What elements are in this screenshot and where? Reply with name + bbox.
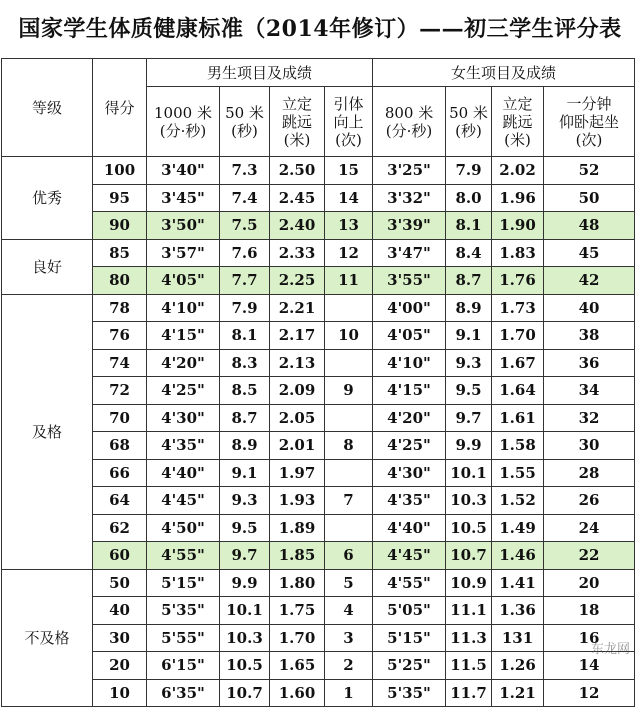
female-long-jump-cell: 1.67 <box>492 349 544 377</box>
table-row <box>2 294 635 322</box>
male-long-jump-cell: 2.50 <box>270 157 325 185</box>
table-row <box>2 267 635 295</box>
grade-cell: 及格 <box>2 294 93 569</box>
male-long-jump-cell: 2.09 <box>270 377 325 405</box>
female-sit-ups-cell: 12 <box>544 679 635 707</box>
male-50m-cell: 10.3 <box>220 624 270 652</box>
male-long-jump-cell: 1.80 <box>270 569 325 597</box>
male-1000m-cell: 4'35" <box>147 432 220 460</box>
female-800m-cell: 3'25" <box>373 157 446 185</box>
grade-cell: 不及格 <box>2 569 93 707</box>
page-title: 国家学生体质健康标准（2014年修订）——初三学生评分表 <box>18 16 622 42</box>
male-1000m-cell: 3'45" <box>147 184 220 212</box>
table-row <box>2 432 635 460</box>
table-row <box>2 597 635 625</box>
male-pull-ups-cell: 13 <box>325 212 373 240</box>
score-cell: 60 <box>93 542 147 570</box>
header-grade: 等级 <box>2 59 93 157</box>
female-800m-cell: 5'05" <box>373 597 446 625</box>
table-row <box>2 322 635 350</box>
female-800m-cell: 4'00" <box>373 294 446 322</box>
female-50m-cell: 7.9 <box>446 157 492 185</box>
male-50m-cell: 7.4 <box>220 184 270 212</box>
male-pull-ups-cell: 2 <box>325 652 373 680</box>
female-800m-cell: 4'45" <box>373 542 446 570</box>
female-sit-ups-cell: 42 <box>544 267 635 295</box>
male-pull-ups-cell: 9 <box>325 377 373 405</box>
female-800m-cell: 5'15" <box>373 624 446 652</box>
female-sit-ups-cell: 34 <box>544 377 635 405</box>
female-sit-ups-cell: 52 <box>544 157 635 185</box>
female-sit-ups-cell: 48 <box>544 212 635 240</box>
female-long-jump-cell: 2.02 <box>492 157 544 185</box>
male-long-jump-cell: 1.89 <box>270 514 325 542</box>
score-cell: 68 <box>93 432 147 460</box>
female-long-jump-cell: 1.96 <box>492 184 544 212</box>
male-pull-ups-cell: 14 <box>325 184 373 212</box>
male-1000m-cell: 6'15" <box>147 652 220 680</box>
score-table <box>1 58 635 707</box>
table-row <box>2 514 635 542</box>
table-row <box>2 349 635 377</box>
male-50m-cell: 9.7 <box>220 542 270 570</box>
watermark: 东龙网 <box>590 642 630 657</box>
table-row <box>2 404 635 432</box>
male-pull-ups-cell: 8 <box>325 432 373 460</box>
male-1000m-cell: 6'35" <box>147 679 220 707</box>
female-sit-ups-cell: 38 <box>544 322 635 350</box>
score-cell: 70 <box>93 404 147 432</box>
male-50m-cell: 10.1 <box>220 597 270 625</box>
male-pull-ups-cell: 6 <box>325 542 373 570</box>
male-1000m-cell: 5'15" <box>147 569 220 597</box>
female-sit-ups-cell: 18 <box>544 597 635 625</box>
female-800m-cell: 4'25" <box>373 432 446 460</box>
male-long-jump-cell: 1.75 <box>270 597 325 625</box>
male-50m-cell: 7.7 <box>220 267 270 295</box>
male-1000m-cell: 4'30" <box>147 404 220 432</box>
male-long-jump-cell: 1.93 <box>270 487 325 515</box>
male-1000m-cell: 4'15" <box>147 322 220 350</box>
female-50m-cell: 9.3 <box>446 349 492 377</box>
score-cell: 50 <box>93 569 147 597</box>
female-long-jump-cell: 1.52 <box>492 487 544 515</box>
female-50m-cell: 9.5 <box>446 377 492 405</box>
male-long-jump-cell: 2.01 <box>270 432 325 460</box>
male-1000m-cell: 4'20" <box>147 349 220 377</box>
male-1000m-cell: 3'40" <box>147 157 220 185</box>
female-sit-ups-cell: 30 <box>544 432 635 460</box>
female-800m-cell: 4'35" <box>373 487 446 515</box>
male-long-jump-cell: 2.45 <box>270 184 325 212</box>
header-female-sit-ups: 一分钟 仰卧起坐 (次) <box>544 87 635 157</box>
score-cell: 85 <box>93 239 147 267</box>
female-long-jump-cell: 1.21 <box>492 679 544 707</box>
score-cell: 78 <box>93 294 147 322</box>
header-male-pull-ups: 引体 向上 (次) <box>325 87 373 157</box>
female-50m-cell: 8.4 <box>446 239 492 267</box>
male-50m-cell: 9.5 <box>220 514 270 542</box>
female-long-jump-cell: 1.70 <box>492 322 544 350</box>
female-50m-cell: 8.9 <box>446 294 492 322</box>
female-50m-cell: 9.7 <box>446 404 492 432</box>
female-long-jump-cell: 1.49 <box>492 514 544 542</box>
score-cell: 95 <box>93 184 147 212</box>
male-long-jump-cell: 1.60 <box>270 679 325 707</box>
header-male-long-jump: 立定 跳远 (米) <box>270 87 325 157</box>
table-row <box>2 157 635 185</box>
score-cell: 20 <box>93 652 147 680</box>
male-50m-cell: 8.9 <box>220 432 270 460</box>
female-800m-cell: 4'05" <box>373 322 446 350</box>
table-row <box>2 212 635 240</box>
male-50m-cell: 8.1 <box>220 322 270 350</box>
male-pull-ups-cell <box>325 349 373 377</box>
male-1000m-cell: 3'57" <box>147 239 220 267</box>
male-1000m-cell: 4'10" <box>147 294 220 322</box>
male-long-jump-cell: 2.13 <box>270 349 325 377</box>
male-1000m-cell: 4'40" <box>147 459 220 487</box>
header-female-50m: 50 米 (秒) <box>446 87 492 157</box>
male-pull-ups-cell: 5 <box>325 569 373 597</box>
male-pull-ups-cell: 7 <box>325 487 373 515</box>
female-800m-cell: 3'55" <box>373 267 446 295</box>
male-50m-cell: 9.9 <box>220 569 270 597</box>
score-cell: 10 <box>93 679 147 707</box>
male-long-jump-cell: 1.65 <box>270 652 325 680</box>
score-cell: 80 <box>93 267 147 295</box>
score-cell: 76 <box>93 322 147 350</box>
female-sit-ups-cell: 22 <box>544 542 635 570</box>
female-800m-cell: 4'20" <box>373 404 446 432</box>
score-cell: 90 <box>93 212 147 240</box>
female-sit-ups-cell: 26 <box>544 487 635 515</box>
female-50m-cell: 11.1 <box>446 597 492 625</box>
female-sit-ups-cell: 24 <box>544 514 635 542</box>
male-pull-ups-cell: 3 <box>325 624 373 652</box>
female-sit-ups-cell: 20 <box>544 569 635 597</box>
female-800m-cell: 4'10" <box>373 349 446 377</box>
male-pull-ups-cell: 15 <box>325 157 373 185</box>
score-cell: 64 <box>93 487 147 515</box>
male-1000m-cell: 4'50" <box>147 514 220 542</box>
female-800m-cell: 3'39" <box>373 212 446 240</box>
male-long-jump-cell: 1.85 <box>270 542 325 570</box>
male-50m-cell: 8.7 <box>220 404 270 432</box>
score-cell: 66 <box>93 459 147 487</box>
female-50m-cell: 10.3 <box>446 487 492 515</box>
table-row <box>2 184 635 212</box>
male-long-jump-cell: 2.05 <box>270 404 325 432</box>
male-long-jump-cell: 2.33 <box>270 239 325 267</box>
male-50m-cell: 10.7 <box>220 679 270 707</box>
male-50m-cell: 8.3 <box>220 349 270 377</box>
female-sit-ups-cell: 40 <box>544 294 635 322</box>
female-800m-cell: 3'47" <box>373 239 446 267</box>
female-50m-cell: 8.0 <box>446 184 492 212</box>
female-800m-cell: 4'55" <box>373 569 446 597</box>
male-pull-ups-cell: 4 <box>325 597 373 625</box>
table-row <box>2 239 635 267</box>
male-long-jump-cell: 2.40 <box>270 212 325 240</box>
female-long-jump-cell: 1.64 <box>492 377 544 405</box>
female-800m-cell: 5'35" <box>373 679 446 707</box>
female-long-jump-cell: 1.41 <box>492 569 544 597</box>
male-pull-ups-cell <box>325 514 373 542</box>
female-50m-cell: 11.5 <box>446 652 492 680</box>
male-pull-ups-cell <box>325 459 373 487</box>
female-800m-cell: 4'15" <box>373 377 446 405</box>
female-50m-cell: 11.3 <box>446 624 492 652</box>
male-long-jump-cell: 2.21 <box>270 294 325 322</box>
female-long-jump-cell: 131 <box>492 624 544 652</box>
female-800m-cell: 4'30" <box>373 459 446 487</box>
female-sit-ups-cell: 36 <box>544 349 635 377</box>
male-pull-ups-cell <box>325 294 373 322</box>
female-long-jump-cell: 1.26 <box>492 652 544 680</box>
male-long-jump-cell: 2.25 <box>270 267 325 295</box>
male-50m-cell: 7.5 <box>220 212 270 240</box>
grade-cell: 优秀 <box>2 157 93 240</box>
score-cell: 62 <box>93 514 147 542</box>
male-50m-cell: 7.9 <box>220 294 270 322</box>
header-female-800m: 800 米 (分·秒) <box>373 87 446 157</box>
male-long-jump-cell: 2.17 <box>270 322 325 350</box>
table-row <box>2 459 635 487</box>
male-pull-ups-cell: 12 <box>325 239 373 267</box>
female-long-jump-cell: 1.83 <box>492 239 544 267</box>
female-50m-cell: 11.7 <box>446 679 492 707</box>
male-1000m-cell: 3'50" <box>147 212 220 240</box>
female-sit-ups-cell: 50 <box>544 184 635 212</box>
male-1000m-cell: 4'05" <box>147 267 220 295</box>
male-long-jump-cell: 1.97 <box>270 459 325 487</box>
male-pull-ups-cell: 1 <box>325 679 373 707</box>
male-50m-cell: 9.3 <box>220 487 270 515</box>
male-pull-ups-cell: 10 <box>325 322 373 350</box>
female-sit-ups-cell: 28 <box>544 459 635 487</box>
score-cell: 72 <box>93 377 147 405</box>
header-score: 得分 <box>93 59 147 157</box>
score-cell: 74 <box>93 349 147 377</box>
grade-cell: 良好 <box>2 239 93 294</box>
score-cell: 30 <box>93 624 147 652</box>
female-50m-cell: 10.9 <box>446 569 492 597</box>
female-long-jump-cell: 1.55 <box>492 459 544 487</box>
header-female-long-jump: 立定 跳远 (米) <box>492 87 544 157</box>
female-long-jump-cell: 1.58 <box>492 432 544 460</box>
female-long-jump-cell: 1.36 <box>492 597 544 625</box>
male-50m-cell: 10.5 <box>220 652 270 680</box>
female-long-jump-cell: 1.46 <box>492 542 544 570</box>
female-800m-cell: 3'32" <box>373 184 446 212</box>
female-50m-cell: 10.1 <box>446 459 492 487</box>
table-row <box>2 679 635 707</box>
male-50m-cell: 9.1 <box>220 459 270 487</box>
female-sit-ups-cell: 32 <box>544 404 635 432</box>
score-cell: 100 <box>93 157 147 185</box>
female-sit-ups-cell: 14 <box>544 652 635 680</box>
table-row <box>2 624 635 652</box>
female-50m-cell: 9.1 <box>446 322 492 350</box>
female-long-jump-cell: 1.73 <box>492 294 544 322</box>
score-cell: 40 <box>93 597 147 625</box>
female-sit-ups-cell: 45 <box>544 239 635 267</box>
female-50m-cell: 10.7 <box>446 542 492 570</box>
female-50m-cell: 9.9 <box>446 432 492 460</box>
female-long-jump-cell: 1.76 <box>492 267 544 295</box>
male-1000m-cell: 5'55" <box>147 624 220 652</box>
female-50m-cell: 8.7 <box>446 267 492 295</box>
male-50m-cell: 7.6 <box>220 239 270 267</box>
female-50m-cell: 8.1 <box>446 212 492 240</box>
male-1000m-cell: 5'35" <box>147 597 220 625</box>
male-pull-ups-cell <box>325 404 373 432</box>
header-female-group: 女生项目及成绩 <box>373 59 635 87</box>
male-50m-cell: 8.5 <box>220 377 270 405</box>
male-1000m-cell: 4'45" <box>147 487 220 515</box>
header-male-group: 男生项目及成绩 <box>147 59 373 87</box>
female-800m-cell: 4'40" <box>373 514 446 542</box>
male-1000m-cell: 4'55" <box>147 542 220 570</box>
male-1000m-cell: 4'25" <box>147 377 220 405</box>
male-long-jump-cell: 1.70 <box>270 624 325 652</box>
female-long-jump-cell: 1.90 <box>492 212 544 240</box>
female-long-jump-cell: 1.61 <box>492 404 544 432</box>
female-sit-ups-cell: 16 <box>544 624 635 652</box>
table-row <box>2 652 635 680</box>
male-50m-cell: 7.3 <box>220 157 270 185</box>
female-50m-cell: 10.5 <box>446 514 492 542</box>
header-male-50m: 50 米 (秒) <box>220 87 270 157</box>
male-pull-ups-cell: 11 <box>325 267 373 295</box>
table-row <box>2 487 635 515</box>
table-row <box>2 569 635 597</box>
header-male-1000m: 1000 米 (分·秒) <box>147 87 220 157</box>
female-800m-cell: 5'25" <box>373 652 446 680</box>
table-row <box>2 542 635 570</box>
table-row <box>2 377 635 405</box>
